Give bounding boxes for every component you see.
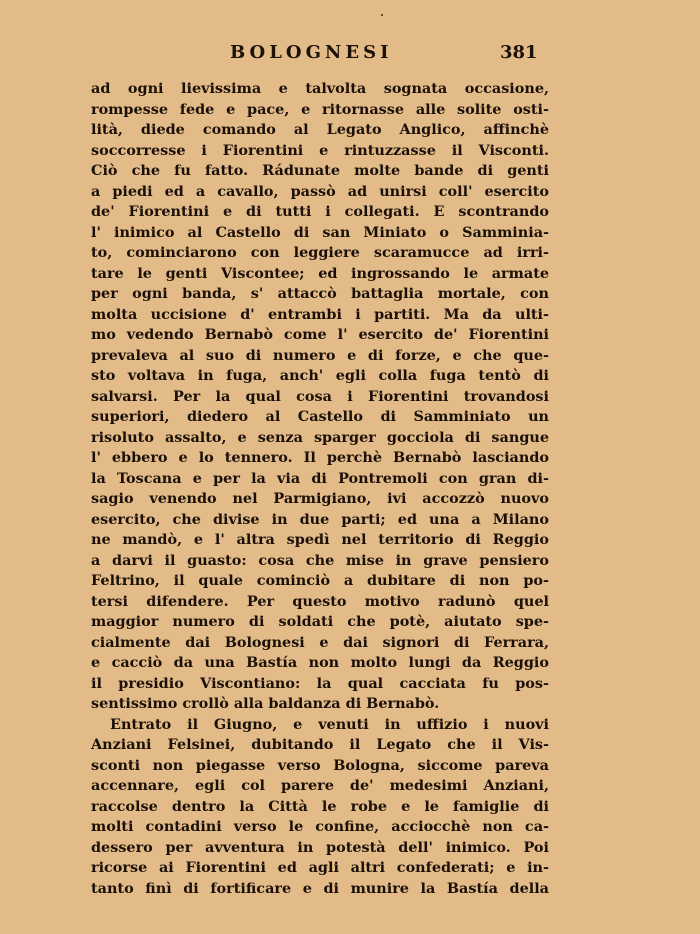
text-line: tanto finì di fortificare e di munire la Bastía della [91,879,549,897]
page-number: 381 [500,42,538,63]
body-text [91,79,549,899]
text-line: accennare, egli col parere de' medesimi Anziani, [91,777,549,794]
text-line: soccorresse i Fiorentini e rintuzzasse il Visconti. [91,141,549,159]
text-line: tare le genti Viscontee; ed ingrossando le armate [91,264,549,282]
text-line: cialmente dai Bolognesi e dai signori di Ferrara, [91,633,549,651]
running-head: BOLOGNESI [230,42,393,63]
text-line: dessero per avventura in potestà dell' inimico. Poi [91,838,549,856]
text-line: ricorse ai Fiorentini ed agli altri confederati; e in- [91,859,549,876]
text-line: a piedi ed a cavallo, passò ad unirsi coll' esercito [91,182,549,200]
text-line: sto voltava in fuga, anch' egli colla fuga tentò di [91,367,549,384]
text-line: esercito, che divise in due parti; ed una a Milano [91,510,549,528]
text-line: rompesse fede e pace, e ritornasse alle solite osti- [91,100,549,118]
paragraph-start-line: Entrato il Giugno, e venuti in uffizio i nuovi [110,715,549,733]
text-line: sagio venendo nel Parmigiano, ivi accozzò nuovo [91,490,549,507]
text-line: risoluto assalto, e senza sparger gocciola di sangue [91,428,549,446]
text-line: salvarsi. Per la qual cosa i Fiorentini trovandosi [91,387,549,405]
text-line: prevaleva al suo di numero e di forze, e che que- [91,346,549,364]
text-line: l' ebbero e lo tennero. Il perchè Bernabò lasciando [91,449,549,466]
text-line: a darvi il guasto: cosa che mise in grave pensiero [91,551,549,569]
text-line: raccolse dentro la Città le robe e le famiglie di [91,797,549,815]
text-line: l' inimico al Castello di san Miniato o Samminia- [91,223,549,241]
text-line: ad ogni lievissima e talvolta sognata occasione, [91,80,549,97]
text-line: Anziani Felsinei, dubitando il Legato che il Vis- [91,736,549,753]
ink-speck [381,14,383,16]
text-line: lità, diede comando al Legato Anglico, affinchè [91,121,549,138]
text-line: Ciò che fu fatto. Rádunate molte bande di genti [91,162,549,179]
text-line: e cacciò da una Bastía non molto lungi da Reggio [91,654,549,671]
text-line: maggior numero di soldati che potè, aiutato spe- [91,613,549,630]
text-line: to, cominciarono con leggiere scaramucce ad irri- [91,244,549,261]
text-line: molta uccisione d' entrambi i partiti. Ma da ulti- [91,305,549,323]
text-line: Feltrino, il quale cominciò a dubitare di non po- [91,572,549,589]
text-line: de' Fiorentini e di tutti i collegati. E scontrando [91,203,549,220]
text-line: per ogni banda, s' attaccò battaglia mortale, con [91,285,549,302]
text-line: il presidio Viscontiano: la qual cacciata fu pos- [91,674,549,692]
text-line: tersi difendere. Per questo motivo radunò quel [91,592,549,610]
text-line: la Toscana e per la via di Pontremoli con gran di- [91,469,549,487]
text-line: sconti non piegasse verso Bologna, siccome pareva [91,756,549,774]
text-line: superiori, diedero al Castello di Samminiato un [91,408,549,425]
page-header [0,42,700,66]
text-line: molti contadini verso le confine, acciocchè non ca- [91,818,549,835]
paragraph-end-line: sentissimo crollò alla baldanza di Bernabò. [91,695,440,712]
text-line: ne mandò, e l' altra spedì nel territorio di Reggio [91,531,549,548]
text-line: mo vedendo Bernabò come l' esercito de' Fiorentini [91,326,549,343]
